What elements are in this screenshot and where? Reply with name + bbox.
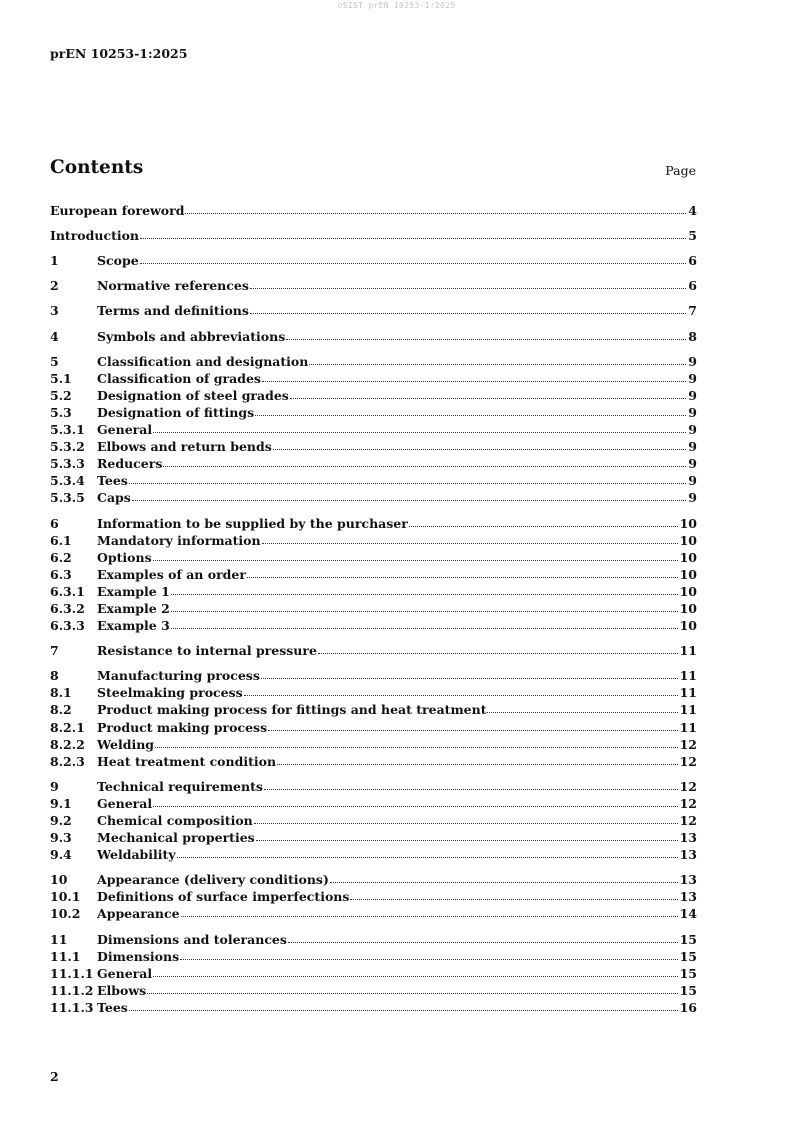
toc-group <box>50 777 697 862</box>
toc-entry-title: General <box>97 965 153 981</box>
toc-dot-leader <box>132 500 686 501</box>
toc-entry-number: 10.2 <box>50 906 81 922</box>
contents-title: Contents <box>50 157 144 178</box>
toc-entry-number: 8.2.1 <box>50 719 85 735</box>
toc-dot-leader <box>255 415 686 416</box>
toc-entry-page: 10 <box>679 532 697 548</box>
toc-entry[interactable] <box>50 735 697 752</box>
toc-entry[interactable] <box>50 565 697 582</box>
toc-entry-page: 11 <box>679 685 697 701</box>
toc-group <box>50 226 697 243</box>
toc-group <box>50 251 697 268</box>
toc-entry-number: 9.2 <box>50 813 72 828</box>
toc-group <box>50 276 697 293</box>
toc-entry-title: Terms and definitions <box>97 303 249 319</box>
toc-entry-page: 6 <box>688 278 697 294</box>
toc-dot-leader <box>163 466 686 467</box>
toc-entry-title: Designation of fittings <box>97 404 255 420</box>
toc-entry[interactable] <box>50 998 697 1015</box>
toc-entry-page: 8 <box>688 328 697 344</box>
toc-entry-title: Tees <box>97 999 128 1015</box>
toc-entry-title: Classification of grades <box>97 370 261 386</box>
toc-dot-leader <box>181 916 678 917</box>
toc-dot-leader <box>309 364 686 365</box>
toc-entry[interactable] <box>50 717 697 734</box>
toc-entry-page: 10 <box>679 600 697 616</box>
toc-entry-title: Example 2 <box>97 600 170 616</box>
toc-entry-title: Symbols and abbreviations <box>97 328 286 344</box>
toc-dot-leader <box>262 381 686 382</box>
toc-dot-leader <box>277 764 678 765</box>
toc-entry-number: 6.3 <box>50 566 72 582</box>
toc-dot-leader <box>147 993 677 994</box>
toc-entry[interactable] <box>50 471 697 488</box>
toc-group <box>50 352 697 506</box>
toc-dot-leader <box>262 543 678 544</box>
toc-dot-leader <box>153 560 678 561</box>
toc-entry[interactable] <box>50 666 697 683</box>
toc-entry-title: Resistance to internal pressure <box>97 643 317 659</box>
toc-entry[interactable] <box>50 531 697 548</box>
toc-dot-leader <box>185 213 686 214</box>
toc-entry[interactable] <box>50 887 697 904</box>
toc-entry-title: Dimensions and tolerances <box>97 931 287 947</box>
toc-entry-title: Classification and designation <box>97 353 309 369</box>
toc-entry-page: 10 <box>679 549 697 565</box>
toc-entry-title: General <box>97 795 153 811</box>
toc-entry[interactable] <box>50 437 697 454</box>
toc-entry-number: 8.2 <box>50 702 72 718</box>
toc-entry-page: 9 <box>688 439 697 455</box>
toc-dot-leader <box>318 653 678 654</box>
toc-entry-page: 9 <box>688 490 697 506</box>
toc-entry[interactable] <box>50 811 697 828</box>
toc-entry-title: Introduction <box>50 228 140 244</box>
toc-group <box>50 666 697 769</box>
toc-entry-number: 11.1 <box>50 948 81 964</box>
toc-dot-leader <box>250 288 686 289</box>
toc-entry-page: 9 <box>688 473 697 489</box>
toc-dot-leader <box>247 577 678 578</box>
toc-entry-page: 6 <box>688 253 697 269</box>
toc-entry[interactable] <box>50 981 697 998</box>
toc-group <box>50 201 697 218</box>
toc-entry[interactable] <box>50 488 697 505</box>
toc-entry-number: 5.3 <box>50 404 72 420</box>
toc-entry-page: 9 <box>688 404 697 420</box>
toc-entry[interactable] <box>50 700 697 717</box>
toc-entry-title: Weldability <box>97 847 176 863</box>
toc-dot-leader <box>290 398 686 399</box>
toc-entry-number: 6.1 <box>50 532 72 548</box>
toc-dot-leader <box>177 857 678 858</box>
toc-entry[interactable] <box>50 301 697 318</box>
toc-dot-leader <box>140 263 687 264</box>
toc-entry-number: 5.3.4 <box>50 473 85 489</box>
toc-dot-leader <box>487 712 677 713</box>
toc-dot-leader <box>244 695 678 696</box>
toc-entry-number: 10 <box>50 872 68 888</box>
toc-entry-number: 1 <box>50 253 59 269</box>
toc-entry[interactable] <box>50 828 697 845</box>
toc-dot-leader <box>250 313 686 314</box>
toc-dot-leader <box>129 1010 678 1011</box>
toc-dot-leader <box>155 747 678 748</box>
toc-group <box>50 301 697 318</box>
toc-entry-number: 11.1.3 <box>50 999 94 1015</box>
toc-entry-page: 9 <box>688 353 697 369</box>
toc-group <box>50 929 697 1014</box>
toc-entry-title: General <box>97 422 153 438</box>
toc-entry-title: Examples of an order <box>97 566 246 582</box>
toc-entry-page: 15 <box>679 965 697 981</box>
toc-entry[interactable] <box>50 326 697 343</box>
toc-dot-leader <box>129 483 686 484</box>
toc-dot-leader <box>153 432 686 433</box>
toc-dot-leader <box>288 942 678 943</box>
toc-entry-title: Manufacturing process <box>97 668 260 684</box>
toc-entry-page: 7 <box>688 303 697 319</box>
toc-entry-title: Elbows and return bends <box>97 439 272 455</box>
table-of-contents <box>50 201 697 1023</box>
toc-entry-page: 14 <box>679 906 697 922</box>
toc-entry-title: Elbows <box>97 982 147 998</box>
toc-entry-number: 3 <box>50 303 59 319</box>
toc-dot-leader <box>140 238 686 239</box>
toc-entry-title: Scope <box>97 253 139 269</box>
toc-entry-number: 11.1.2 <box>50 982 94 998</box>
toc-entry-page: 16 <box>679 999 697 1015</box>
toc-dot-leader <box>286 339 686 340</box>
toc-entry-number: 6.2 <box>50 549 72 565</box>
toc-entry[interactable] <box>50 870 697 887</box>
toc-entry-number: 5.3.2 <box>50 439 85 455</box>
toc-entry[interactable] <box>50 582 697 599</box>
toc-entry[interactable] <box>50 777 697 794</box>
toc-entry-title: Product making process for fittings and heat treatment <box>97 702 487 718</box>
toc-entry-page: 4 <box>688 203 697 219</box>
toc-entry-page: 9 <box>688 422 697 438</box>
toc-entry-number: 5.1 <box>50 370 72 386</box>
toc-entry-number: 8.2.3 <box>50 753 85 769</box>
toc-entry[interactable] <box>50 369 697 386</box>
toc-entry-title: Mechanical properties <box>97 830 255 846</box>
toc-entry-title: Caps <box>97 490 131 506</box>
toc-entry-page: 10 <box>679 618 697 634</box>
toc-entry-title: Welding <box>97 736 155 752</box>
toc-entry-page: 12 <box>679 736 697 752</box>
toc-entry-page: 10 <box>679 583 697 599</box>
toc-entry-number: 6.3.1 <box>50 583 85 599</box>
page-column-label: Page <box>665 163 696 178</box>
toc-entry-title: Normative references <box>97 278 249 294</box>
toc-dot-leader <box>330 882 678 883</box>
toc-entry-page: 12 <box>679 778 697 794</box>
toc-group <box>50 870 697 921</box>
toc-entry-page: 13 <box>679 847 697 863</box>
toc-dot-leader <box>171 611 678 612</box>
toc-entry-number: 6 <box>50 515 59 531</box>
toc-entry[interactable] <box>50 403 697 420</box>
toc-entry-page: 5 <box>688 228 697 244</box>
toc-entry-page: 10 <box>679 515 697 531</box>
toc-entry-page: 9 <box>688 387 697 403</box>
toc-entry-title: Mandatory information <box>97 532 261 548</box>
toc-entry-number: 9.3 <box>50 830 72 846</box>
toc-entry-title: Appearance (delivery conditions) <box>97 872 329 888</box>
toc-entry[interactable] <box>50 513 697 530</box>
toc-entry-number: 5.3.5 <box>50 490 85 506</box>
toc-entry[interactable] <box>50 947 697 964</box>
toc-entry-page: 13 <box>679 889 697 905</box>
toc-entry-page: 11 <box>679 643 697 659</box>
toc-entry-number: 4 <box>50 328 59 344</box>
page-number: 2 <box>50 1069 59 1084</box>
toc-entry[interactable] <box>50 845 697 862</box>
watermark: oSIST prEN 10253-1:2025 <box>337 1 456 10</box>
toc-entry-title: Heat treatment condition <box>97 753 277 769</box>
toc-dot-leader <box>153 806 677 807</box>
toc-entry-number: 10.1 <box>50 889 81 905</box>
toc-entry-number: 9.1 <box>50 795 72 811</box>
toc-entry-title: Appearance <box>97 906 180 922</box>
toc-entry-title: Chemical composition <box>97 813 253 828</box>
toc-entry-page: 11 <box>679 719 697 735</box>
toc-group <box>50 641 697 658</box>
toc-dot-leader <box>264 789 678 790</box>
toc-entry-number: 11 <box>50 931 68 947</box>
toc-entry[interactable] <box>50 352 697 369</box>
toc-entry-title: Steelmaking process <box>97 685 243 701</box>
toc-group <box>50 326 697 343</box>
toc-dot-leader <box>273 449 687 450</box>
toc-entry-title: Options <box>97 549 152 565</box>
toc-entry[interactable] <box>50 752 697 769</box>
toc-entry[interactable] <box>50 201 697 218</box>
toc-entry-number: 2 <box>50 278 59 294</box>
toc-entry-page: 13 <box>679 830 697 846</box>
toc-entry-title: Example 3 <box>97 618 170 634</box>
toc-dot-leader <box>153 976 677 977</box>
toc-entry-title: Product making process <box>97 719 268 735</box>
toc-entry[interactable] <box>50 794 697 811</box>
toc-entry-number: 6.3.3 <box>50 618 85 634</box>
toc-dot-leader <box>268 730 677 731</box>
toc-entry-number: 8.2.2 <box>50 736 85 752</box>
toc-entry[interactable] <box>50 276 697 293</box>
toc-group <box>50 513 697 633</box>
toc-entry-page: 12 <box>679 795 697 811</box>
toc-entry[interactable] <box>50 226 697 243</box>
toc-entry-title: Example 1 <box>97 583 170 599</box>
toc-entry-page: 13 <box>679 872 697 888</box>
toc-entry[interactable] <box>50 904 697 921</box>
toc-entry[interactable] <box>50 641 697 658</box>
toc-entry-title: European foreword <box>50 203 185 219</box>
toc-entry[interactable] <box>50 454 697 471</box>
toc-entry[interactable] <box>50 386 697 403</box>
toc-entry-page: 12 <box>679 753 697 769</box>
toc-entry-number: 6.3.2 <box>50 600 85 616</box>
toc-entry-title: Information to be supplied by the purchaser <box>97 515 408 531</box>
toc-entry-title: Designation of steel grades <box>97 387 289 403</box>
toc-entry-number: 11.1.1 <box>50 965 94 981</box>
toc-entry-page: 10 <box>679 566 697 582</box>
toc-entry-number: 5 <box>50 353 59 369</box>
toc-dot-leader <box>409 526 678 527</box>
toc-entry-page: 15 <box>679 931 697 947</box>
document-id: prEN 10253-1:2025 <box>50 46 188 61</box>
toc-entry[interactable] <box>50 251 697 268</box>
toc-entry-number: 7 <box>50 643 59 659</box>
toc-entry-page: 11 <box>679 668 697 684</box>
toc-entry[interactable] <box>50 599 697 616</box>
toc-entry-number: 5.3.3 <box>50 456 85 472</box>
toc-entry-number: 5.2 <box>50 387 72 403</box>
toc-entry-number: 9.4 <box>50 847 72 863</box>
toc-entry-number: 8.1 <box>50 685 72 701</box>
toc-dot-leader <box>256 840 678 841</box>
toc-entry[interactable] <box>50 964 697 981</box>
toc-entry[interactable] <box>50 420 697 437</box>
toc-entry-number: 5.3.1 <box>50 422 85 438</box>
toc-entry-title: Tees <box>97 473 128 489</box>
toc-entry-page: 15 <box>679 948 697 964</box>
toc-entry-page: 12 <box>679 813 697 828</box>
toc-entry[interactable] <box>50 929 697 946</box>
toc-entry-page: 9 <box>688 370 697 386</box>
toc-entry[interactable] <box>50 683 697 700</box>
toc-dot-leader <box>254 823 678 824</box>
toc-entry-page: 15 <box>679 982 697 998</box>
toc-entry-title: Dimensions <box>97 948 180 964</box>
toc-entry-title: Definitions of surface imperfections <box>97 889 350 905</box>
toc-dot-leader <box>171 594 678 595</box>
toc-entry-page: 11 <box>679 702 697 718</box>
toc-entry-page: 9 <box>688 456 697 472</box>
toc-dot-leader <box>350 899 677 900</box>
toc-dot-leader <box>261 678 678 679</box>
toc-dot-leader <box>180 959 677 960</box>
toc-entry-number: 8 <box>50 668 59 684</box>
toc-entry[interactable] <box>50 616 697 633</box>
toc-entry-title: Technical requirements <box>97 778 263 794</box>
toc-dot-leader <box>171 628 678 629</box>
toc-entry[interactable] <box>50 548 697 565</box>
toc-entry-number: 9 <box>50 778 59 794</box>
toc-entry-title: Reducers <box>97 456 163 472</box>
